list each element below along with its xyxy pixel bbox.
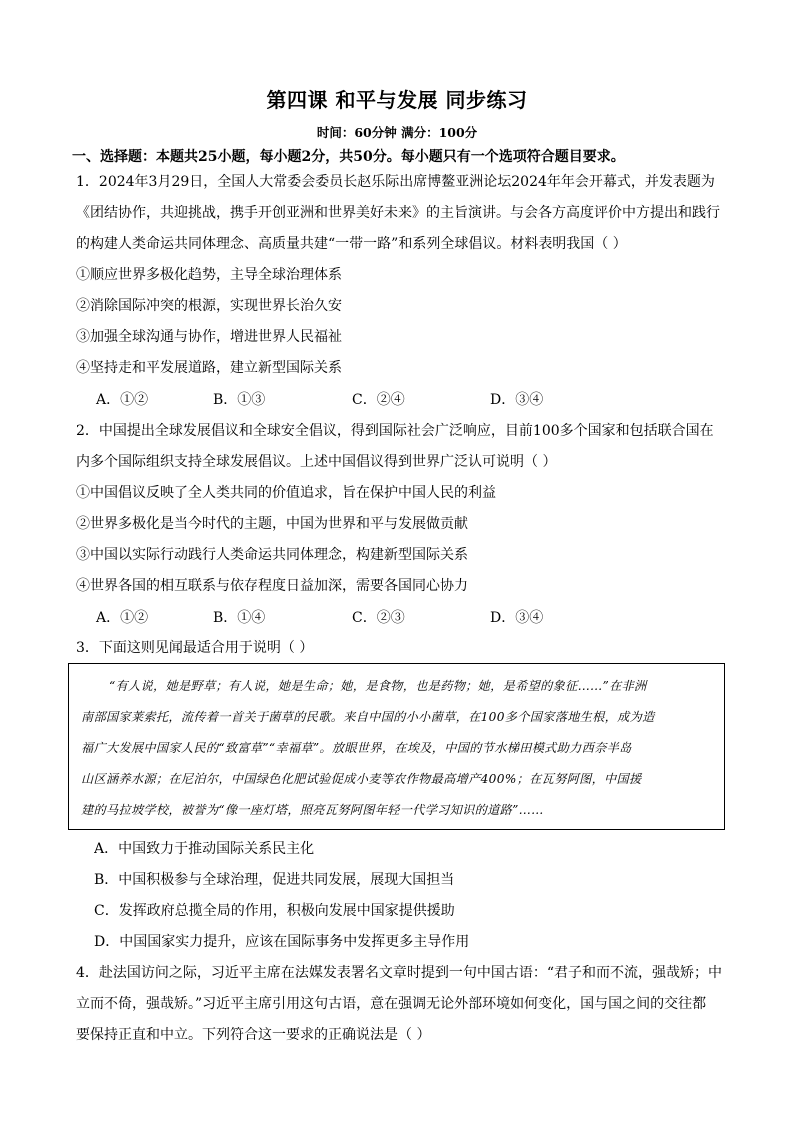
exam-time-score: 时间：60分钟 满分：100分	[316, 125, 478, 140]
q2-statement-4: ④世界各国的相互联系与依存程度日益加深，需要各国同心协力	[76, 578, 468, 594]
q4-stem-line-1: 4．赴法国访问之际，习近平主席在法媒发表署名文章时提到一句中国古语：“君子和而不流，强哉矫；中	[76, 965, 723, 981]
q1-statement-3: ③加强全球沟通与协作，增进世界人民福祉	[76, 329, 342, 345]
q3-option-d[interactable]: D．中国国家实力提升，应该在国际事务中发挥更多主导作用	[94, 934, 470, 950]
q2-statement-2: ②世界多极化是当今时代的主题，中国为世界和平与发展做贡献	[76, 516, 468, 532]
q3-passage-line-4: 山区涵养水源；在尼泊尔，中国绿色化肥试验促成小麦等农作物最高增产400%；在瓦努阿图，中国援	[81, 772, 642, 786]
q1-option-b[interactable]: B．①③	[213, 392, 266, 408]
q2-statement-1: ①中国倡议反映了全人类共同的价值追求，旨在保护中国人民的利益	[76, 485, 496, 501]
q3-passage-line-1: “有人说，她是野草；有人说，她是生命；她，是食物，也是药物；她，是希望的象征……”在非洲	[109, 679, 647, 693]
q1-stem-line-2: 《团结协作，共迎挑战，携手开创亚洲和世界美好未来》的主旨演讲。与会各方高度评价中方提出和践行	[76, 205, 720, 221]
q1-stem-line-1: 1．2024年3月29日，全国人大常委会委员长赵乐际出席博鳌亚洲论坛2024年年会开幕式，并发表题为	[76, 174, 715, 190]
q3-option-a[interactable]: A．中国致力于推动国际关系民主化	[94, 841, 315, 857]
q2-stem-line-1: 2．中国提出全球发展倡议和全球安全倡议，得到国际社会广泛响应，目前100多个国家和包括联合国在	[76, 423, 714, 439]
q3-stem: 3．下面这则见闻最适合用于说明（ ）	[76, 640, 314, 656]
q1-option-d[interactable]: D．③④	[490, 392, 544, 408]
q2-option-b[interactable]: B．①④	[213, 610, 266, 626]
q1-stem-line-3: 的构建人类命运共同体理念、高质量共建“一带一路”和系列全球倡议。材料表明我国（ ）	[76, 236, 627, 252]
q4-stem-line-3: 要保持正直和中立。下列符合这一要求的正确说法是（ ）	[76, 1027, 431, 1043]
page-title: 第四课 和平与发展 同步练习	[266, 88, 528, 112]
q2-option-a[interactable]: A．①②	[96, 610, 149, 626]
q1-statement-4: ④坚持走和平发展道路，建立新型国际关系	[76, 360, 342, 376]
q2-stem-line-2: 内多个国际组织支持全球发展倡议。上述中国倡议得到世界广泛认可说明（ ）	[76, 454, 557, 470]
q1-statement-2: ②消除国际冲突的根源，实现世界长治久安	[76, 298, 342, 314]
q3-passage-box	[68, 663, 725, 830]
q3-passage-line-2: 南部国家莱索托，流传着一首关于菌草的民歌。来自中国的小小菌草，在100多个国家落地生根，成为造	[81, 710, 655, 724]
q4-stem-line-2: 立而不倚，强哉矫。”习近平主席引用这句古语，意在强调无论外部环境如何变化，国与国之间的交往都	[76, 996, 707, 1012]
q3-passage-line-3: 福广大发展中国家人民的“致富草”“幸福草”。放眼世界，在埃及，中国的节水梯田模式助力西奈半岛	[81, 741, 632, 755]
q1-option-a[interactable]: A．①②	[96, 392, 149, 408]
q3-option-b[interactable]: B．中国积极参与全球治理，促进共同发展，展现大国担当	[94, 872, 455, 888]
section-heading: 一、选择题：本题共25小题，每小题2分，共50分。每小题只有一个选项符合题目要求。	[72, 149, 625, 165]
q3-passage-line-5: 建的马拉坡学校，被誉为“像一座灯塔，照亮瓦努阿图年轻一代学习知识的道路”……	[81, 803, 544, 817]
q2-option-d[interactable]: D．③④	[490, 610, 544, 626]
q1-option-c[interactable]: C．②④	[352, 392, 405, 408]
q2-option-c[interactable]: C．②③	[352, 610, 405, 626]
q1-statement-1: ①顺应世界多极化趋势，主导全球治理体系	[76, 267, 342, 283]
q3-option-c[interactable]: C．发挥政府总揽全局的作用，积极向发展中国家提供援助	[94, 903, 455, 919]
q2-statement-3: ③中国以实际行动践行人类命运共同体理念，构建新型国际关系	[76, 547, 468, 563]
